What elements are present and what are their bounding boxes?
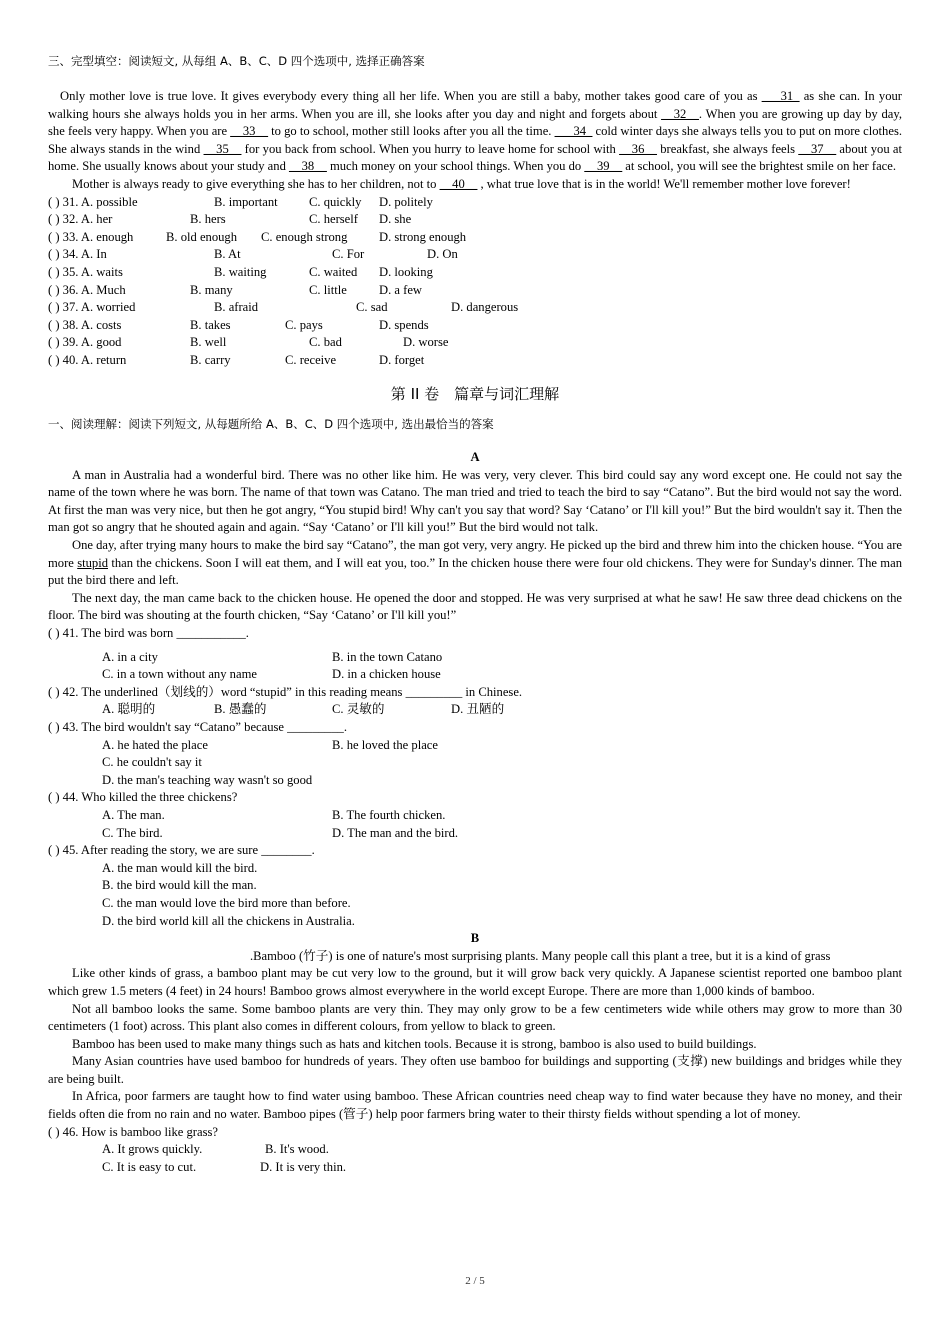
option: A. The man.	[102, 807, 165, 822]
cloze-question-row	[48, 334, 902, 352]
option: C. bad	[309, 335, 342, 350]
cloze-question-row	[48, 229, 902, 247]
option: C. quickly	[309, 194, 362, 209]
cloze-question-row	[48, 264, 902, 282]
option: C. the man would love the bird more than before.	[102, 895, 351, 910]
option: B. old enough	[166, 229, 238, 244]
question-44-options	[48, 825, 902, 843]
option: B. important	[214, 194, 278, 209]
question-46-options	[48, 1159, 902, 1177]
option: C. pays	[285, 317, 323, 332]
option: B. the bird would kill the man.	[102, 878, 257, 893]
question-stem: ( ) 39. A. good	[48, 335, 122, 350]
passage-b-paragraph: Like other kinds of grass, a bamboo plant may be cut very low to the ground, but it will grow back very quickly. A Japanese scientist reported one bamboo plant which grew 1.5 meters (4 feet) in 24 hours! Bamboo grows almost everywhere in the world except Europe. There are more than 1,000 kinds of bamboo.	[48, 966, 902, 998]
blank-39: __39__	[584, 159, 623, 174]
blank-35: __35__	[203, 141, 242, 156]
passage-b-paragraph: .Bamboo (竹子) is one of nature's most surprising plants. Many people call this plant a tree, but it is a kind of grass	[250, 948, 831, 963]
option: B. At	[214, 247, 241, 262]
option: B. many	[190, 282, 233, 297]
option: C. For	[332, 247, 365, 262]
option: D. dangerous	[451, 300, 519, 315]
blank-33: __33__	[230, 124, 269, 139]
question-stem: ( ) 40. A. return	[48, 352, 127, 367]
option: A. in a city	[102, 649, 158, 664]
question-45-options	[48, 877, 902, 895]
option: B. waiting	[214, 264, 267, 279]
page-number: 2 / 5	[465, 1275, 485, 1287]
question-stem: ( ) 33. A. enough	[48, 229, 134, 244]
passage-b-paragraph: In Africa, poor farmers are taught how to find water using bamboo. These African countries need cheap way to find water because they have no money, and their fields often die from no rain and no water. Bamboo pipes (管子) help poor farmers bring water to their thirsty fields without spending a lot of money.	[48, 1089, 902, 1122]
cloze-paragraph-1: Only mother love is true love. It gives everybody every thing all her life. When you are still a baby, mother takes good care of you as ___31_ as she can. In your walking hours she always holds you in her arms. When you are ill, she looks after you day and night and forgets about __32__. When you are growing up day by day, she feels very happy. When you are __33__ to go to school, mother still looks after you all the time. ___34_ cold winter days she always tells you to put on more clothes. She always stands in the wind __35__ for you back from school. When you hurry to leave home for school with __36__ breakfast, she always feels __37__ about you at home. She usually knows about your study and __38__ much money on your school things. When you do __39__ at school, you will see the brightest smile on her face.	[48, 89, 903, 174]
passage-a-paragraph: A man in Australia had a wonderful bird. There was no other like him. He was very, very clever. This bird could say any word except one. He could not say the name of the town where he was born. The name of that town was Catano. The man tried and tried to teach the bird to say “Catano”. But the bird would not say the word. At first the man was very nice, but then he got angry, “You stupid bird! Why can't you say that word? Say ‘Catano’ or I'll kill you!” But the bird wouldn't say it. Then the man got so angry that he shouted again and again. “Say ‘Catano’ or I'll kill you!” But the bird would not talk.	[48, 467, 902, 535]
option: C. sad	[356, 300, 388, 315]
option: A. the man would kill the bird.	[102, 860, 258, 875]
option: D. On	[427, 247, 458, 262]
question-45-options	[48, 895, 902, 913]
option: C. herself	[309, 212, 358, 227]
option: A. 聪明的	[102, 702, 156, 717]
option: C. he couldn't say it	[102, 755, 202, 770]
option: D. forget	[379, 352, 425, 367]
option: B. afraid	[214, 300, 259, 315]
option: C. receive	[285, 352, 337, 367]
question-41-options	[48, 666, 902, 684]
question-44-options	[48, 807, 902, 825]
passage-a-paragraph: The next day, the man came back to the chicken house. He opened the door and stopped. He was very surprised at what he saw! He saw three dead chickens on the floor. The bird was shouting at the fourth chicken, “Say ‘Catano’ or I'll kill you!”	[48, 590, 902, 623]
cloze-question-row	[48, 352, 902, 370]
option: C. in a town without any name	[102, 667, 257, 682]
option: B. he loved the place	[332, 737, 438, 752]
cloze-paragraph-2: Mother is always ready to give everything she has to her children, not to __40__ , what true love that is in the world! We'll remember mother love forever!	[72, 176, 851, 191]
cloze-question-row	[48, 194, 902, 212]
section3-heading: 三、完型填空：阅读短文, 从每组 A、B、C、D 四个选项中, 选择正确答案	[48, 54, 425, 68]
option: D. spends	[379, 317, 429, 332]
option: D. looking	[379, 264, 433, 279]
question-stem: ( ) 36. A. Much	[48, 282, 126, 297]
option: B. well	[190, 335, 227, 350]
question-45-options	[48, 913, 902, 931]
blank-37: __37__	[798, 141, 837, 156]
option: C. little	[309, 282, 347, 297]
question-46: ( ) 46. How is bamboo like grass?	[48, 1124, 218, 1139]
blank-38: __38__	[289, 159, 327, 174]
passage-a-paragraph: One day, after trying many hours to make the bird say “Catano”, the man got very, very angry. He picked up the bird and threw him into the chicken house. “You are more stupid than the chickens. Soon I will eat them, and I will eat you, too.” In the chicken house there were four old chickens. They were for Sunday's dinner. The man put the bird there and left.	[48, 538, 903, 588]
question-43-options	[48, 754, 902, 772]
cloze-question-row	[48, 299, 902, 317]
option: B. The fourth chicken.	[332, 807, 446, 822]
question-stem: ( ) 34. A. In	[48, 247, 107, 262]
option: D. strong enough	[379, 229, 467, 244]
question-42: ( ) 42. The underlined（划线的）word “stupid” in this reading means _________ in Chinese.	[48, 684, 523, 699]
cloze-question-row	[48, 211, 902, 229]
option: B. carry	[190, 352, 231, 367]
option: D. worse	[403, 335, 449, 350]
cloze-question-row	[48, 317, 902, 335]
question-43-options	[48, 737, 902, 755]
option: C. It is easy to cut.	[102, 1159, 197, 1174]
option: B. in the town Catano	[332, 649, 443, 664]
option: D. in a chicken house	[332, 667, 441, 682]
question-45: ( ) 45. After reading the story, we are sure ________.	[48, 843, 315, 858]
option: A. he hated the place	[102, 737, 208, 752]
part2-title: 第 II 卷 篇章与词汇理解	[390, 384, 560, 403]
question-stem: ( ) 37. A. worried	[48, 300, 136, 315]
option: D. It is very thin.	[260, 1159, 347, 1174]
option: D. politely	[379, 194, 433, 209]
option: D. the man's teaching way wasn't so good	[102, 772, 313, 787]
blank-40: __40__	[439, 176, 478, 191]
question-42-options	[48, 701, 902, 719]
blank-32: __32__	[661, 106, 699, 121]
cloze-question-list	[48, 194, 902, 370]
question-41: ( ) 41. The bird was born ___________.	[48, 626, 249, 641]
question-43-options	[48, 772, 902, 790]
section1-heading: 一、阅读理解：阅读下列短文, 从每题所给 A、B、C、D 四个选项中, 选出最恰当的答案	[48, 417, 494, 432]
option: C. waited	[309, 264, 358, 279]
cloze-question-row	[48, 282, 902, 300]
option: A. It grows quickly.	[102, 1142, 203, 1157]
option: B. It's wood.	[265, 1142, 329, 1157]
option: D. 丑陋的	[451, 702, 505, 717]
option: D. the bird world kill all the chickens in Australia.	[102, 913, 355, 928]
question-stem: ( ) 38. A. costs	[48, 317, 122, 332]
option: C. The bird.	[102, 825, 163, 840]
cloze-question-row	[48, 246, 902, 264]
question-46-options	[48, 1141, 902, 1159]
underlined-word-stupid: stupid	[77, 555, 108, 570]
question-45-options	[48, 860, 902, 878]
blank-31: ___31_	[761, 89, 800, 103]
passage-b-paragraph: Many Asian countries have used bamboo for hundreds of years. They often use bamboo for buildings and supporting (支撑) new buildings and bridges while they are being built.	[48, 1054, 902, 1086]
option: D. she	[379, 212, 412, 227]
passage-b-label: B	[470, 931, 480, 946]
question-stem: ( ) 31. A. possible	[48, 194, 138, 209]
option: B. hers	[190, 212, 226, 227]
option: C. enough strong	[261, 229, 348, 244]
passage-b-paragraph: Not all bamboo looks the same. Some bamboo plants are very thin. They may only grow to be a few centimeters wide while others may grow to more than 30 centimeters (1 foot) across. This plant also comes in different colours, from yellow to black to green.	[48, 1001, 902, 1034]
question-44: ( ) 44. Who killed the three chickens?	[48, 790, 238, 805]
question-43: ( ) 43. The bird wouldn't say “Catano” because _________.	[48, 720, 347, 734]
option: B. 愚蠢的	[214, 702, 267, 717]
passage-b-paragraph: Bamboo has been used to make many things such as hats and kitchen tools. Because it is strong, bamboo is also used to build buildings.	[72, 1036, 757, 1051]
question-stem: ( ) 32. A. her	[48, 212, 113, 227]
question-41-options	[48, 649, 902, 667]
blank-34: ___34_	[554, 124, 593, 139]
passage-a-label: A	[470, 450, 480, 465]
option: C. 灵敏的	[332, 702, 385, 717]
exam-page	[48, 52, 902, 1176]
question-stem: ( ) 35. A. waits	[48, 264, 123, 279]
option: D. a few	[379, 282, 423, 297]
option: D. The man and the bird.	[332, 825, 459, 840]
blank-36: __36__	[619, 141, 657, 156]
option: B. takes	[190, 317, 231, 332]
